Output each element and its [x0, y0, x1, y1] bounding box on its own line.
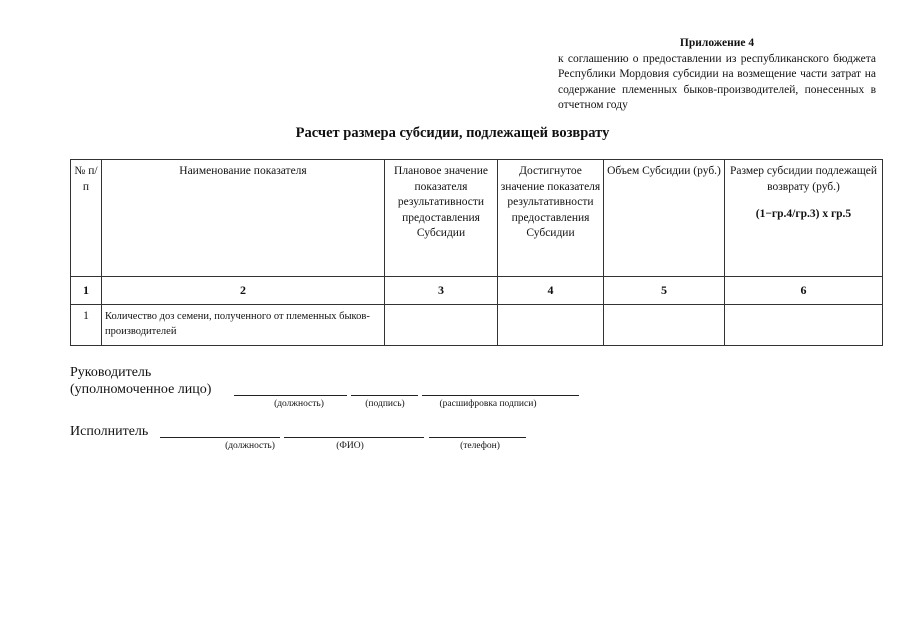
column-number: 6	[725, 277, 883, 305]
appendix-heading: Приложение 4	[679, 37, 755, 49]
row-number: 1	[71, 305, 102, 346]
row-planned-value[interactable]	[385, 305, 498, 346]
header-planned-value: Плановое значение показателя результативности предоставления Субсидии	[385, 160, 498, 277]
appendix-text: к соглашению о предоставлении из республиканского бюджета Республики Мордовия субсидии на возмещение части затрат на содержание племенных быков-производителей, понесенных в отчетном году	[558, 52, 876, 111]
header-indicator-name: Наименование показателя	[102, 160, 385, 277]
head-signature-line[interactable]	[351, 395, 418, 396]
row-achieved-value[interactable]	[498, 305, 604, 346]
table-row	[71, 305, 883, 346]
row-subsidy-volume[interactable]	[604, 305, 725, 346]
column-number-row	[71, 277, 883, 305]
caption-executor-position: (должность)	[225, 441, 275, 451]
column-number: 2	[102, 277, 385, 305]
column-number: 1	[71, 277, 102, 305]
header-subsidy-volume: Объем Субсидии (руб.)	[604, 160, 725, 277]
caption-signature-decoding: (расшифровка подписи)	[439, 399, 537, 409]
executor-name-line[interactable]	[284, 437, 424, 438]
subsidy-table	[70, 159, 883, 346]
executor-position-line[interactable]	[160, 437, 280, 438]
header-refund-amount: Размер субсидии подлежащей возврату (руб.)	[729, 165, 877, 193]
row-indicator-name: Количество доз семени, полученного от племенных быков-производителей	[102, 305, 385, 346]
header-number: № п/п	[71, 160, 102, 277]
caption-executor-phone: (телефон)	[460, 441, 500, 451]
column-number: 5	[604, 277, 725, 305]
caption-executor-name: (ФИО)	[336, 441, 364, 451]
table-header-row	[71, 160, 883, 277]
authorized-person-label: (уполномоченное лицо)	[70, 382, 212, 397]
caption-signature: (подпись)	[365, 399, 405, 409]
row-refund-amount[interactable]	[725, 305, 883, 346]
column-number: 4	[498, 277, 604, 305]
appendix-block	[558, 36, 876, 114]
head-position-line[interactable]	[234, 395, 347, 396]
header-refund-amount-cell	[725, 160, 883, 277]
executor-phone-line[interactable]	[429, 437, 526, 438]
head-signature-decoding-line[interactable]	[422, 395, 579, 396]
header-achieved-value: Достигнутое значение показателя результативности предоставления Субсидии	[498, 160, 604, 277]
column-number: 3	[385, 277, 498, 305]
executor-label: Исполнитель	[70, 424, 149, 439]
refund-formula: (1−гр.4/гр.3) х гр.5	[755, 208, 852, 220]
caption-position: (должность)	[274, 399, 324, 409]
document-title: Расчет размера субсидии, подлежащей возврату	[295, 125, 610, 141]
head-label: Руководитель	[70, 365, 152, 380]
